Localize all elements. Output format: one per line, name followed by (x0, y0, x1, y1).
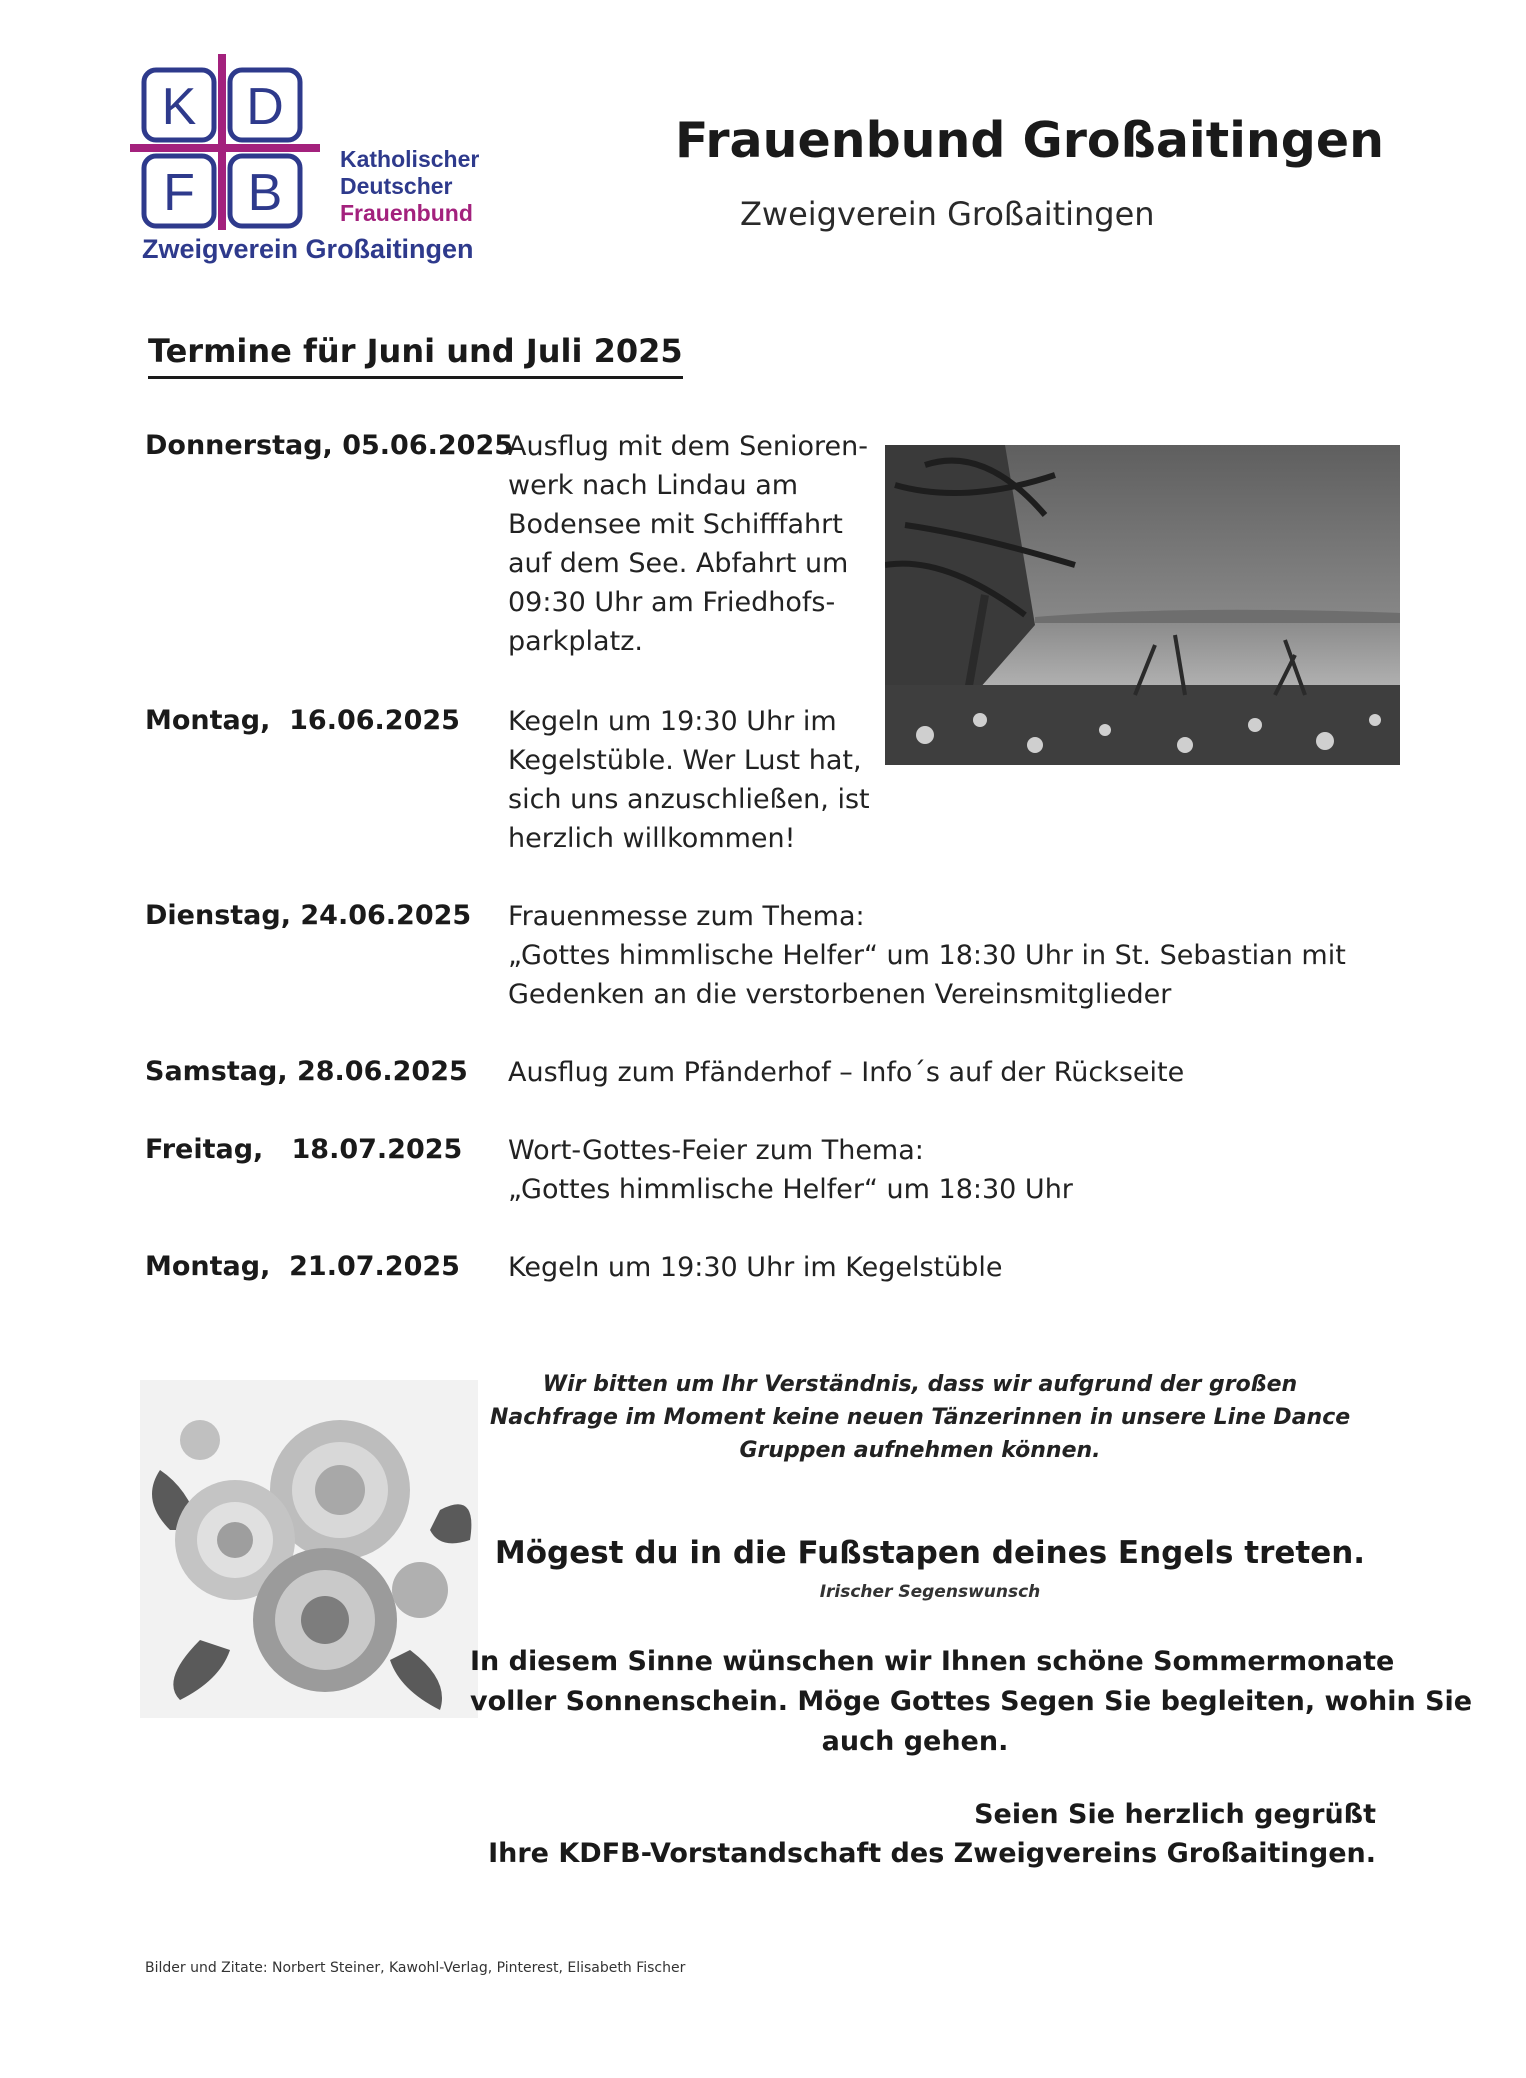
event-date: Dienstag, 24.06.2025 (145, 900, 472, 931)
section-heading: Termine für Juni und Juli 2025 (148, 332, 683, 379)
event-date: Samstag, 28.06.2025 (145, 1056, 468, 1087)
logo-line-3: Frauenbund (340, 200, 473, 226)
logo-line-1: Katholischer (340, 146, 480, 172)
event-description: Kegeln um 19:30 Uhr im Kegelstüble (508, 1252, 1003, 1283)
page-title: Frauenbund Großaitingen (675, 112, 1384, 169)
event-date: Freitag, 18.07.2025 (145, 1134, 463, 1165)
logo-letter-b: B (247, 164, 283, 222)
logo-letter-d: D (246, 78, 284, 136)
logo-letter-f: F (163, 164, 195, 222)
blessing-source: Irischer Segenswunsch (819, 1582, 1041, 1602)
event-description: Ausflug zum Pfänderhof – Info´s auf der Rückseite (508, 1057, 1185, 1088)
kdfb-logo (130, 52, 520, 272)
event-date: Montag, 21.07.2025 (145, 1251, 460, 1282)
summer-wishes: In diesem Sinne wünschen wir Ihnen schöne Sommermonate voller Sonnenschein. Möge Gottes Segen Sie begleiten, wohin Sie auch gehen. (470, 1646, 1473, 1757)
closing-greeting: Seien Sie herzlich gegrüßt Ihre KDFB-Vorstandschaft des Zweigvereins Großaitingen. (488, 1799, 1376, 1869)
flower-image (140, 1380, 478, 1718)
event-description: Frauenmesse zum Thema: „Gottes himmlische Helfer“ um 18:30 Uhr in St. Sebastian mit Gedenken an die verstorbenen Vereinsmitglieder (508, 901, 1346, 1010)
logo-subline: Zweigverein Großaitingen (142, 234, 474, 264)
event-description: Wort-Gottes-Feier zum Thema: „Gottes himmlische Helfer“ um 18:30 Uhr (508, 1135, 1073, 1205)
logo-line-2: Deutscher (340, 173, 453, 199)
page-subtitle: Zweigverein Großaitingen (740, 195, 1155, 233)
event-date: Montag, 16.06.2025 (145, 705, 460, 736)
image-credits: Bilder und Zitate: Norbert Steiner, Kawohl-Verlag, Pinterest, Elisabeth Fischer (145, 1960, 686, 1976)
logo-org-name (340, 146, 479, 227)
event-date: Donnerstag, 05.06.2025 (145, 430, 514, 461)
event-description: Kegeln um 19:30 Uhr im Kegelstüble. Wer Lust hat, sich uns anzuschließen, ist herzlich willkommen! (508, 706, 870, 854)
event-description: Ausflug mit dem Senioren- werk nach Lindau am Bodensee mit Schifffahrt auf dem See. Abfahrt um 09:30 Uhr am Friedhofs- parkplatz. (508, 431, 868, 657)
line-dance-notice: Wir bitten um Ihr Verständnis, dass wir aufgrund der großen Nachfrage im Moment keine neuen Tänzerinnen in unsere Line Dance Gruppen aufnehmen können. (490, 1372, 1351, 1463)
lake-photo (885, 445, 1400, 765)
blessing-quote: Mögest du in die Fußstapen deines Engels treten. (494, 1535, 1366, 1571)
logo-letter-k: K (161, 78, 197, 136)
kdfb-logo-mark (130, 52, 330, 232)
